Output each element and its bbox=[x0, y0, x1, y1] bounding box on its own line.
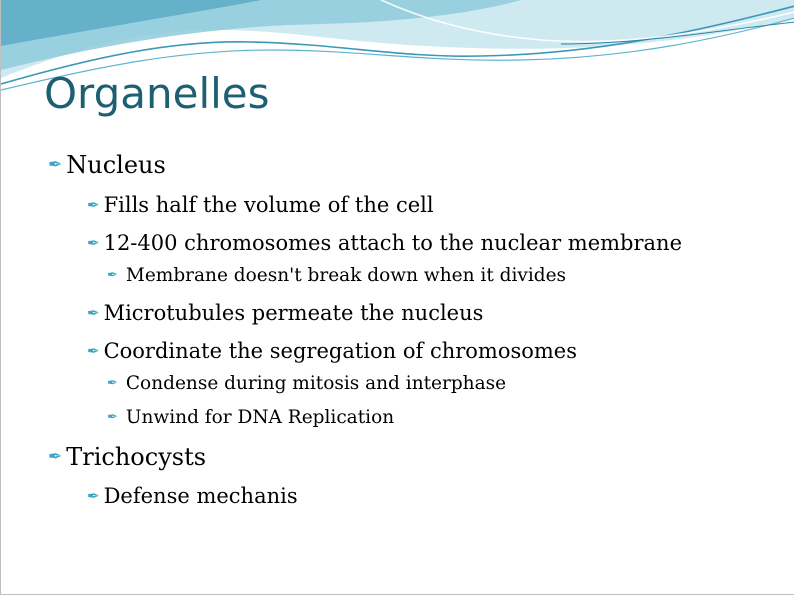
pen-nib-icon: ✒ bbox=[87, 304, 100, 322]
bullet-text: Unwind for DNA Replication bbox=[125, 407, 395, 428]
pen-nib-icon: ✒ bbox=[87, 234, 100, 252]
bullet-text: Condense during mitosis and interphase bbox=[125, 373, 507, 394]
bullet-text: Fills half the volume of the cell bbox=[103, 193, 434, 217]
bullet-list bbox=[1, 0, 794, 595]
bullet-nucleus bbox=[48, 150, 166, 180]
pen-nib-icon: ✒ bbox=[87, 342, 100, 360]
bullet-text: Defense mechanis bbox=[103, 484, 298, 508]
slide-title: Organelles bbox=[44, 69, 270, 118]
bullet-coordinate-segregation bbox=[87, 337, 577, 365]
pen-nib-icon: ✒ bbox=[48, 155, 63, 175]
bullet-chromosomes-attach bbox=[87, 229, 682, 257]
bullet-microtubules bbox=[87, 299, 483, 327]
pen-nib-icon: ✒ bbox=[87, 487, 100, 505]
bullet-text: Coordinate the segregation of chromosomes bbox=[103, 339, 578, 363]
bullet-condense bbox=[107, 372, 506, 396]
bullet-text: 12-400 chromosomes attach to the nuclear membrane bbox=[103, 231, 682, 255]
pen-nib-icon: ✒ bbox=[107, 268, 118, 283]
bullet-text: Nucleus bbox=[66, 151, 166, 179]
pen-nib-icon: ✒ bbox=[107, 376, 118, 391]
pen-nib-icon: ✒ bbox=[48, 447, 63, 467]
bullet-trichocysts bbox=[48, 442, 206, 472]
bullet-text: Membrane doesn't break down when it divides bbox=[125, 265, 567, 286]
pen-nib-icon: ✒ bbox=[87, 196, 100, 214]
bullet-text: Trichocysts bbox=[66, 443, 207, 471]
bullet-membrane-intact bbox=[107, 264, 566, 288]
pen-nib-icon: ✒ bbox=[107, 410, 118, 425]
bullet-unwind bbox=[107, 406, 394, 430]
bullet-fills-half-volume bbox=[87, 191, 434, 219]
bullet-text: Microtubules permeate the nucleus bbox=[103, 301, 484, 325]
bullet-defense bbox=[87, 482, 298, 510]
